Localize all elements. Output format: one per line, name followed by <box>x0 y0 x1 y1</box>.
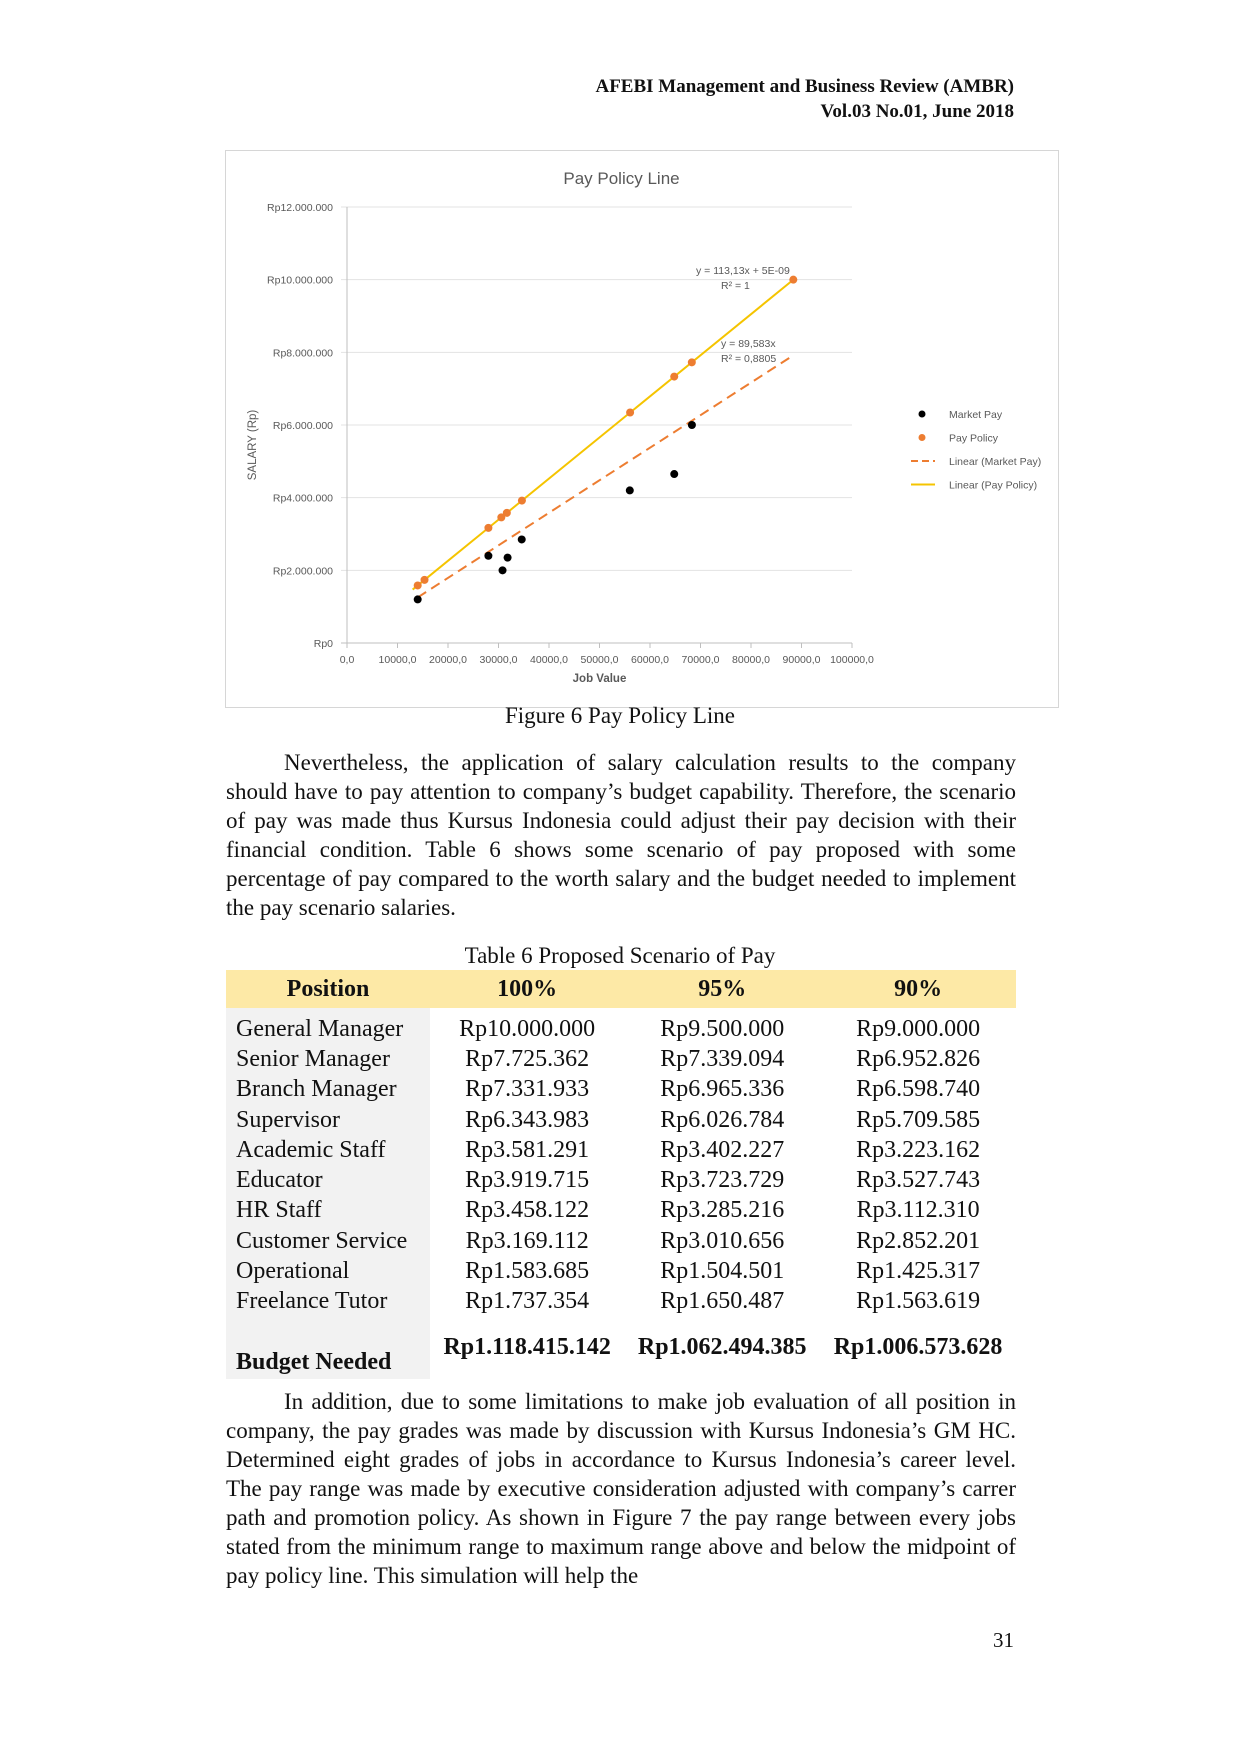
pay-policy-point <box>789 276 797 284</box>
cell-value: Rp1.425.317 <box>856 1258 981 1285</box>
cell-value: Rp3.010.656 <box>660 1227 785 1254</box>
y-tick-label: Rp12.000.000 <box>267 202 333 214</box>
market-pay-point <box>414 595 422 603</box>
x-tick-label: 40000,0 <box>530 654 568 666</box>
market-pay-point <box>688 421 696 429</box>
x-tick-label: 10000,0 <box>378 654 417 666</box>
legend-label: Linear (Pay Policy) <box>949 479 1038 492</box>
market-pay-point <box>484 552 492 560</box>
cell-value: Rp3.112.310 <box>856 1197 980 1224</box>
equation-pay-policy: y = 113,13x + 5E-09 <box>696 265 790 277</box>
table-row <box>226 1226 1016 1256</box>
cell-value: Rp3.581.291 <box>465 1136 590 1163</box>
y-tick-label: Rp8.000.000 <box>272 347 333 360</box>
cell-value: Rp6.952.826 <box>856 1045 981 1072</box>
pay-policy-point <box>688 358 696 366</box>
cell-value: Rp6.965.336 <box>660 1076 785 1103</box>
x-tick-label: 70000,0 <box>681 654 720 666</box>
cell-value: Rp1.650.487 <box>660 1288 785 1315</box>
market-pay-point <box>518 535 526 543</box>
x-tick-label: 50000,0 <box>580 654 619 666</box>
legend-label: Market Pay <box>949 409 1003 421</box>
cell-value: Rp2.852.201 <box>856 1227 981 1254</box>
header-90: 90% <box>820 970 1016 1008</box>
cell-position: Branch Manager <box>226 1075 430 1105</box>
y-tick-label: Rp0 <box>313 638 333 650</box>
pay-policy-chart <box>225 150 1059 708</box>
cell-value: Rp6.343.983 <box>465 1106 590 1133</box>
x-tick-label: 80000,0 <box>732 654 770 666</box>
cell-value: Rp3.527.743 <box>856 1167 981 1194</box>
y-tick-label: Rp2.000.000 <box>272 565 333 578</box>
cell-position: Academic Staff <box>226 1135 430 1165</box>
cell-value: Rp3.402.227 <box>660 1136 785 1163</box>
equation-market-pay: y = 89,583x <box>721 338 776 350</box>
paragraph-1-text: Nevertheless, the application of salary calculation results to the company should have to pay attention to company’s budget capability. Therefore, the scenario of pay was made thus Kursus Indonesia could adjust their pay decision with their financial condition. Table 6 shows some scenario of pay proposed with some percentage of pay compared to the worth salary and the budget needed to implement the pay scenario salaries. <box>226 750 1016 920</box>
cell-value: Rp9.500.000 <box>660 1015 785 1042</box>
cell-value: Rp3.285.216 <box>660 1197 785 1224</box>
cell-value: Rp7.331.933 <box>465 1076 590 1103</box>
table-row <box>226 1008 1016 1044</box>
paragraph-2-text: In addition, due to some limitations to make job evaluation of all position in company, the pay grades was made by discussion with Kursus Indonesia’s GM HC. Determined eight grades of jobs in accordance to Kursus Indonesia’s career level. The pay range was made by executive consideration adjusted with company’s carrer path and promotion policy. As shown in Figure 7 the pay range between every jobs stated from the minimum range to maximum range above and below the midpoint of pay policy line. This simulation will help the <box>226 1389 1016 1588</box>
cell-value: Rp3.458.122 <box>465 1197 590 1224</box>
pay-scenario-table <box>226 970 1016 1379</box>
table-row <box>226 1075 1016 1105</box>
table-header-row <box>226 970 1016 1008</box>
cell-position: Operational <box>226 1256 430 1286</box>
cell-position: HR Staff <box>226 1196 430 1226</box>
journal-title: AFEBI Management and Business Review (AMBR) <box>595 76 1014 97</box>
cell-value: Rp7.725.362 <box>465 1045 590 1072</box>
paragraph-2 <box>226 1387 1016 1590</box>
cell-total-label: Budget Needed <box>226 1317 430 1379</box>
cell-value: Rp1.583.685 <box>465 1258 590 1285</box>
journal-volume: Vol.03 No.01, June 2018 <box>820 101 1014 122</box>
header-100: 100% <box>430 970 624 1008</box>
market-pay-point <box>670 470 678 478</box>
header-position: Position <box>226 970 430 1008</box>
cell-value: Rp7.339.094 <box>660 1045 785 1072</box>
cell-position: Supervisor <box>226 1105 430 1135</box>
cell-value: Rp9.000.000 <box>856 1015 981 1042</box>
cell-position: Freelance Tutor <box>226 1287 430 1317</box>
cell-value: Rp10.000.000 <box>459 1015 596 1042</box>
figure-caption: Figure 6 Pay Policy Line <box>505 703 735 728</box>
cell-position: General Manager <box>226 1008 430 1044</box>
cell-total-value: Rp1.006.573.628 <box>833 1334 1003 1361</box>
trendline-pay-policy <box>413 280 794 590</box>
table-row <box>226 1165 1016 1195</box>
legend-marker <box>919 411 926 418</box>
cell-value: Rp3.223.162 <box>856 1136 981 1163</box>
trendline-market-pay <box>418 355 794 597</box>
table-row <box>226 1105 1016 1135</box>
cell-total-value: Rp1.062.494.385 <box>637 1334 807 1361</box>
pay-policy-point <box>421 576 429 584</box>
pay-policy-point <box>670 373 678 381</box>
journal-header <box>595 74 1014 124</box>
cell-position: Educator <box>226 1165 430 1195</box>
market-pay-point <box>504 554 512 562</box>
cell-value: Rp3.169.112 <box>465 1227 589 1254</box>
cell-position: Senior Manager <box>226 1044 430 1074</box>
x-tick-label: 60000,0 <box>631 654 669 666</box>
y-axis-label: SALARY (Rp) <box>247 409 259 481</box>
x-tick-label: 0,0 <box>339 654 355 666</box>
market-pay-point <box>626 486 634 494</box>
pay-policy-point <box>518 497 526 505</box>
cell-value: Rp1.737.354 <box>465 1288 590 1315</box>
pay-policy-point <box>414 581 422 589</box>
cell-value: Rp6.598.740 <box>856 1076 981 1103</box>
legend-marker <box>919 434 926 441</box>
pay-policy-point <box>503 509 511 517</box>
pay-policy-point <box>484 524 492 532</box>
r2-pay-policy: R² = 1 <box>721 280 750 292</box>
x-tick-label: 90000,0 <box>782 654 821 666</box>
table-row <box>226 1287 1016 1317</box>
cell-value: Rp3.919.715 <box>465 1167 590 1194</box>
table-caption: Table 6 Proposed Scenario of Pay <box>464 943 776 968</box>
x-tick-label: 30000,0 <box>479 654 518 666</box>
table-row <box>226 1196 1016 1226</box>
legend-label: Linear (Market Pay) <box>949 456 1042 468</box>
page-number: 31 <box>993 1628 1014 1652</box>
x-tick-label: 20000,0 <box>429 654 467 666</box>
table-row <box>226 1135 1016 1165</box>
table-row <box>226 1256 1016 1286</box>
cell-value: Rp6.026.784 <box>660 1106 785 1133</box>
cell-value: Rp5.709.585 <box>856 1106 981 1133</box>
cell-position: Customer Service <box>226 1226 430 1256</box>
y-tick-label: Rp6.000.000 <box>272 420 333 432</box>
table-row <box>226 1044 1016 1074</box>
market-pay-point <box>499 566 507 574</box>
y-tick-label: Rp4.000.000 <box>272 492 333 505</box>
pay-policy-point <box>626 409 634 417</box>
x-tick-label: 100000,0 <box>830 654 874 666</box>
chart-title: Pay Policy Line <box>563 169 680 188</box>
cell-value: Rp3.723.729 <box>660 1167 785 1194</box>
cell-total-value: Rp1.118.415.142 <box>443 1334 611 1361</box>
x-axis-label: Job Value <box>572 673 627 685</box>
y-tick-label: Rp10.000.000 <box>267 274 333 287</box>
table-total-row <box>226 1317 1016 1379</box>
cell-value: Rp1.504.501 <box>660 1258 785 1285</box>
legend-label: Pay Policy <box>949 432 999 445</box>
cell-value: Rp1.563.619 <box>856 1288 981 1315</box>
header-95: 95% <box>624 970 820 1008</box>
chart-svg <box>226 151 1058 707</box>
r2-market-pay: R² = 0,8805 <box>721 353 777 365</box>
paragraph-1 <box>226 748 1016 922</box>
